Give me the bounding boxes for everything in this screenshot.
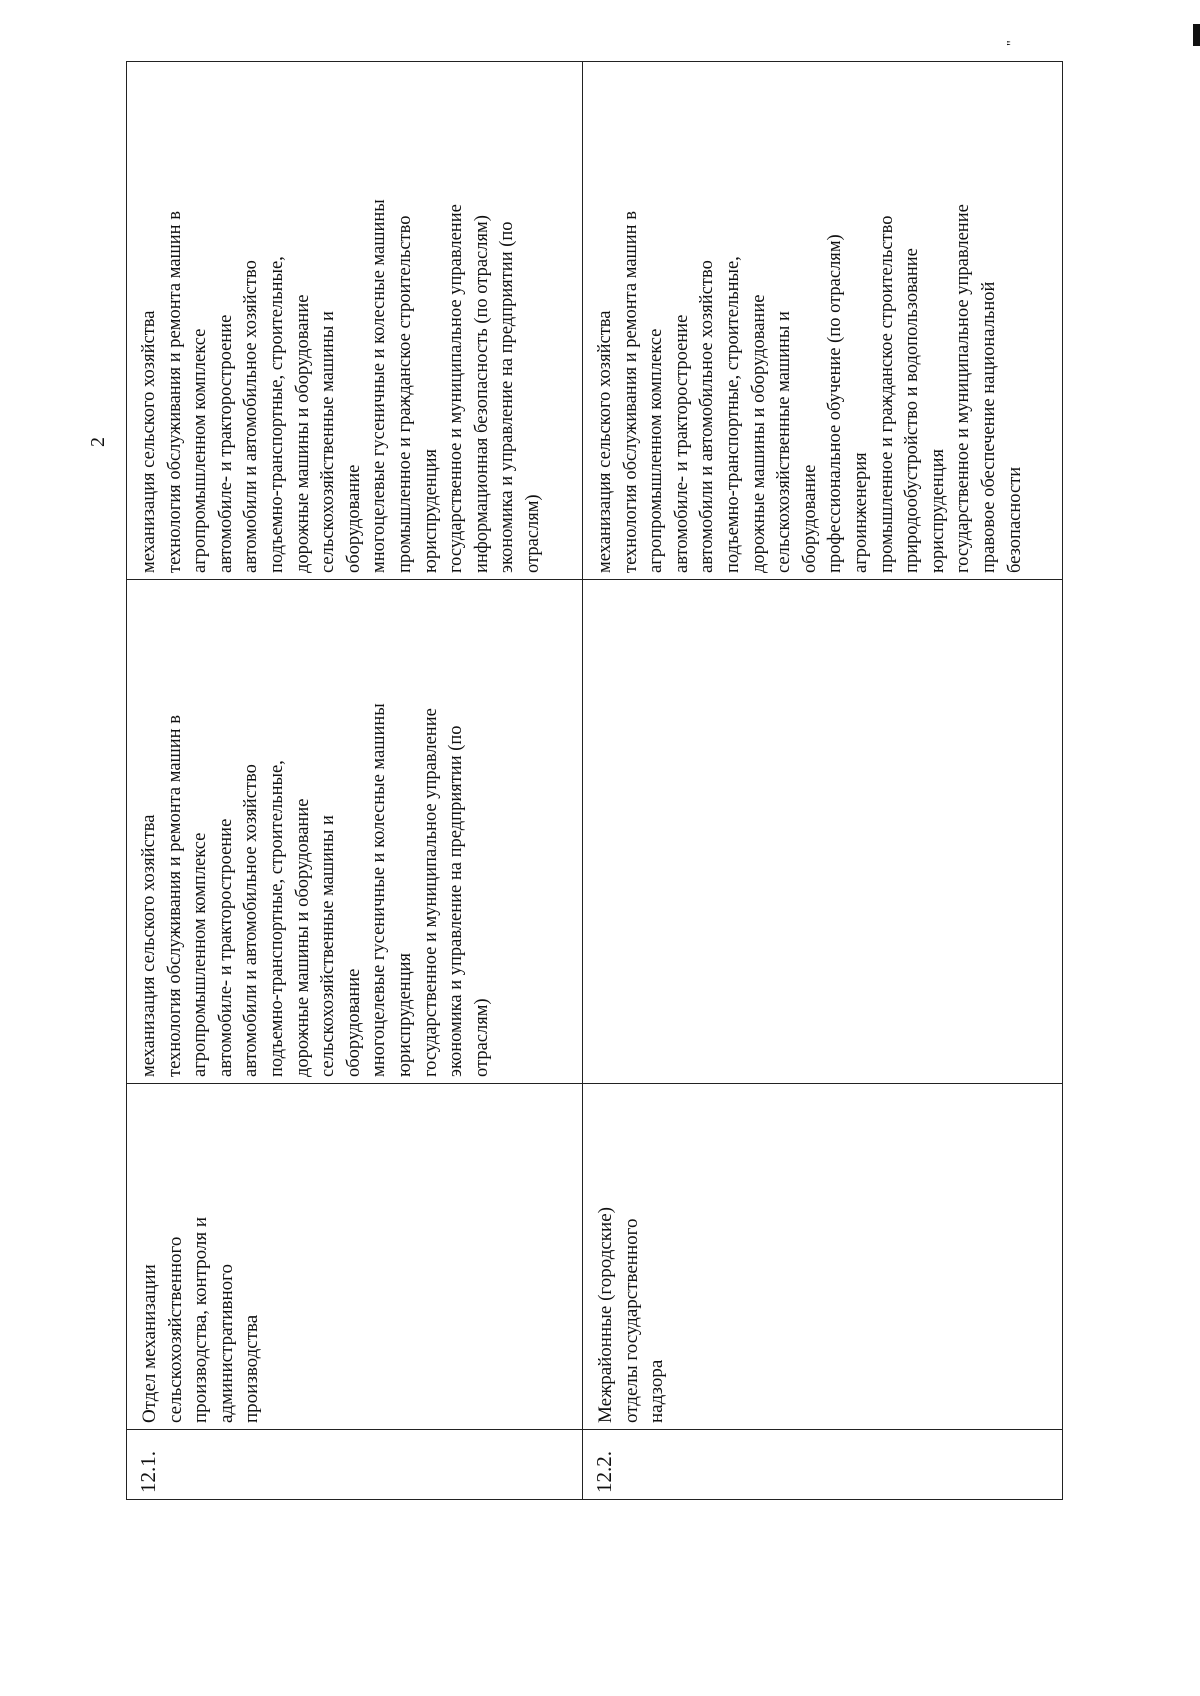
department-cell [127, 1084, 583, 1430]
table-row [583, 62, 1063, 1500]
department-cell [583, 1084, 1063, 1430]
specialty-line: безопасности [1004, 466, 1025, 573]
specialty-line: механизация сельского хозяйства [139, 310, 159, 573]
row-number [583, 1430, 1063, 1500]
specialty-line: механизация сельского хозяйства [595, 310, 615, 573]
specialty-line: оборудование [343, 464, 364, 573]
department-line: производства, контроля и [190, 1216, 212, 1423]
specialty-line: технология обслуживания и ремонта машин в [164, 715, 185, 1077]
specialty-line: оборудование [799, 464, 820, 573]
specialty-line: механизация сельского хозяйства [139, 814, 159, 1077]
specialty-line: отраслям) [471, 998, 492, 1077]
department-line: Отдел механизации [139, 1264, 160, 1423]
specialty-line: сельскохозяйственные машины и [318, 311, 339, 573]
specialty-line: юриспруденция [927, 448, 948, 573]
specialty-line: профессиональное обучение (по отраслям) [825, 234, 846, 573]
department-line: отделы государственного [620, 1218, 642, 1423]
specialty-line: юриспруденция [420, 448, 441, 573]
specialty-line: автомобиле- и тракторостроение [215, 314, 236, 573]
specialty-line: юриспруденция [394, 952, 415, 1077]
specialty-line: информационная безопасность (по отраслям) [471, 215, 492, 573]
specialties-cell [127, 580, 583, 1084]
specialty-line: многоцелевые гусеничные и колесные машины [369, 199, 390, 573]
specialty-line: многоцелевые гусеничные и колесные машины [369, 703, 390, 1077]
department-line: производства [241, 1314, 263, 1423]
specialty-line: подъемно-транспортные, строительные, [266, 256, 287, 573]
specialty-line: дорожные машины и оборудование [292, 294, 313, 573]
department-line: административного [215, 1264, 237, 1423]
rotated-table-container [126, 62, 1062, 1500]
scan-edge-mark [1193, 24, 1200, 46]
specialty-line: отраслям) [522, 494, 543, 573]
specialties-table [126, 61, 1063, 1500]
specialty-line: подъемно-транспортные, строительные, [722, 256, 743, 573]
department-line: надзора [646, 1359, 668, 1423]
row-number [127, 1430, 583, 1500]
specialty-line: автомобили и автомобильное хозяйство [241, 764, 262, 1077]
specialty-line: экономика и управление на предприятии (по [446, 725, 467, 1077]
specialty-line: подъемно-транспортные, строительные, [266, 760, 287, 1077]
specialties-cell [127, 62, 583, 580]
specialty-line: экономика и управление на предприятии (по [497, 221, 518, 573]
specialty-line: агропромышленном комплексе [646, 328, 667, 573]
specialty-line: сельскохозяйственные машины и [774, 311, 795, 573]
specialty-line: государственное и муниципальное управление [420, 708, 441, 1077]
specialty-line: агропромышленном комплексе [190, 832, 211, 1077]
table-row [127, 62, 583, 1500]
specialty-line: правовое обеспечение национальной [978, 281, 999, 573]
specialty-line: промышленное и гражданское строительство [394, 215, 415, 573]
row-number-text: 12.1. [136, 1451, 160, 1493]
specialty-line: автомобиле- и тракторостроение [671, 314, 692, 573]
specialty-line: оборудование [343, 968, 364, 1077]
department-line: Межрайонные (городские) [595, 1207, 616, 1423]
specialty-line: агропромышленном комплексе [190, 328, 211, 573]
specialty-line: автомобили и автомобильное хозяйство [241, 260, 262, 573]
specialty-line: государственное и муниципальное управление [953, 204, 974, 573]
specialty-line: дорожные машины и оборудование [748, 294, 769, 573]
specialty-line: государственное и муниципальное управление [446, 204, 467, 573]
specialty-line: промышленное и гражданское строительство [876, 215, 897, 573]
corner-mark: " [1005, 40, 1020, 46]
specialty-line: сельскохозяйственные машины и [318, 815, 339, 1077]
specialty-line: природообустройство и водопользование [902, 248, 923, 573]
specialty-line: технология обслуживания и ремонта машин в [620, 211, 641, 573]
row-number-text: 12.2. [592, 1451, 616, 1493]
specialty-line: автомобиле- и тракторостроение [215, 818, 236, 1077]
specialty-line: агроинженерия [850, 452, 871, 573]
specialty-line: автомобили и автомобильное хозяйство [697, 260, 718, 573]
page-number: 2 [87, 437, 109, 447]
specialties-cell-empty [583, 580, 1063, 1084]
department-line: сельскохозяйственного [164, 1236, 186, 1423]
specialties-cell [583, 62, 1063, 580]
specialty-line: технология обслуживания и ремонта машин в [164, 211, 185, 573]
specialty-line: дорожные машины и оборудование [292, 798, 313, 1077]
